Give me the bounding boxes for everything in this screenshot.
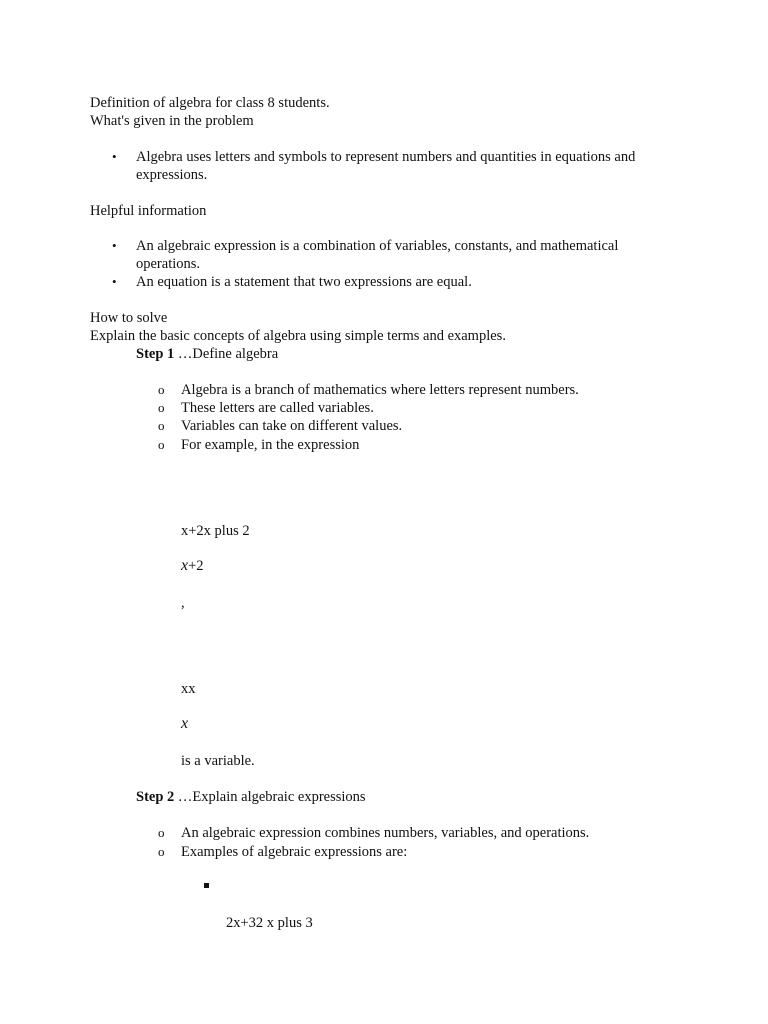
comma: , xyxy=(181,595,185,611)
step1-item: Algebra is a branch of mathematics where letters represent numbers. xyxy=(181,382,579,398)
step2-item: An algebraic expression combines numbers, variables, and operations. xyxy=(181,825,590,841)
math-variable: x xyxy=(181,715,189,732)
math-rest: +2 xyxy=(188,558,204,574)
given-heading: What's given in the problem xyxy=(90,113,254,129)
step-title: …Explain algebraic expressions xyxy=(177,789,366,805)
step1-item: Variables can take on different values. xyxy=(181,418,403,434)
bullet-marker: o xyxy=(158,400,165,415)
square-bullet-marker xyxy=(204,883,209,888)
helpful-item: An algebraic expression is a combination of variables, constants, and mathematical operations. xyxy=(136,238,619,272)
helpful-heading: Helpful information xyxy=(90,203,207,219)
step-label: Step 1 xyxy=(136,346,175,362)
variable-math xyxy=(181,715,188,733)
given-item: Algebra uses letters and symbols to represent numbers and quantities in equations and expressions. xyxy=(136,149,636,183)
step-1-heading xyxy=(136,345,278,363)
expression-text: x+2x plus 2 xyxy=(181,523,250,539)
solve-heading: How to solve xyxy=(90,310,168,326)
expression-math xyxy=(181,557,204,575)
bullet-marker: o xyxy=(158,437,165,452)
solve-intro: Explain the basic concepts of algebra using simple terms and examples. xyxy=(90,328,506,344)
step-label: Step 2 xyxy=(136,789,175,805)
bullet-marker: • xyxy=(112,238,117,253)
step-title: …Define algebra xyxy=(177,346,279,362)
step-2-heading xyxy=(136,788,366,806)
step2-item: Examples of algebraic expressions are: xyxy=(181,844,408,860)
bullet-marker: o xyxy=(158,844,165,859)
document-title: Definition of algebra for class 8 students. xyxy=(90,95,330,111)
bullet-marker: • xyxy=(112,149,117,164)
is-variable-text: is a variable. xyxy=(181,753,255,769)
variable-text: xx xyxy=(181,681,196,697)
bullet-marker: o xyxy=(158,825,165,840)
helpful-item: An equation is a statement that two expressions are equal. xyxy=(136,274,472,290)
bullet-marker: • xyxy=(112,274,117,289)
example-expression-text: 2x+32 x plus 3 xyxy=(226,915,313,931)
step1-item: For example, in the expression xyxy=(181,437,360,453)
bullet-marker: o xyxy=(158,382,165,397)
step1-item: These letters are called variables. xyxy=(181,400,374,416)
bullet-marker: o xyxy=(158,418,165,433)
math-variable: x xyxy=(181,557,189,574)
